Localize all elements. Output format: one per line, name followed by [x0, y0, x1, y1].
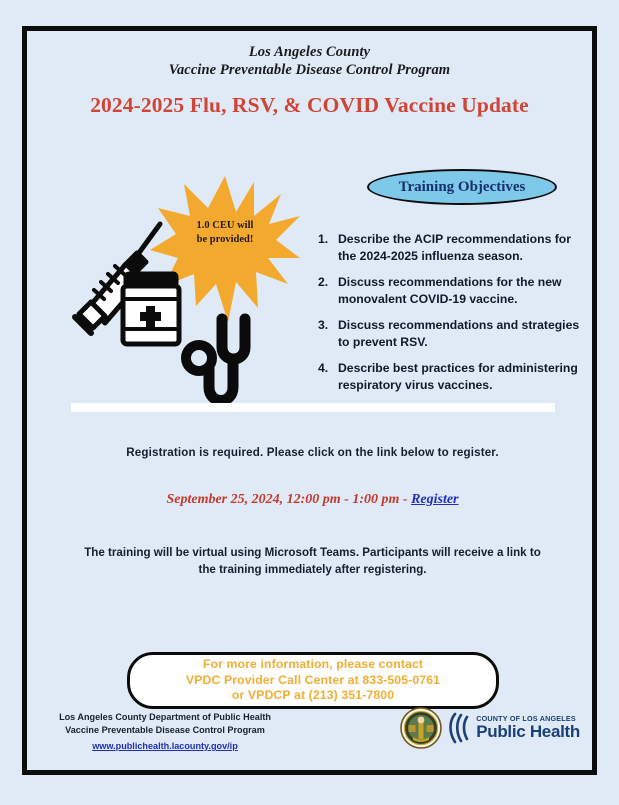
stethoscope-icon [175, 311, 285, 416]
page-title: 2024-2025 Flu, RSV, & COVID Vaccine Update [90, 93, 529, 117]
public-health-wave-icon [449, 711, 473, 745]
org-line-program: Vaccine Preventable Disease Control Program [168, 62, 451, 78]
objective-text: Discuss recommendations for the new monovalent COVID-19 vaccine. [338, 275, 562, 306]
footer-text [45, 711, 285, 754]
objective-number: 3. [318, 318, 329, 332]
list-item [318, 274, 590, 307]
objectives-list [318, 231, 590, 403]
objective-text: Describe the ACIP recommendations for the 2024-2025 influenza season. [338, 232, 571, 263]
public-health-title: Public Health [476, 721, 580, 741]
footer-url-link[interactable]: www.publichealth.lacounty.gov/ip [92, 741, 238, 751]
contact-box [127, 652, 499, 709]
training-objectives-label: Training Objectives [398, 178, 526, 195]
register-link[interactable]: Register [411, 492, 459, 507]
list-item [318, 231, 590, 264]
footer-line-department: Los Angeles County Department of Public Health [59, 712, 271, 722]
platform-note: The training will be virtual using Microsoft Teams. Participants will receive a link to the training immediately after registering. [84, 546, 541, 576]
list-item [318, 317, 590, 350]
registration-note: Registration is required. Please click on the link below to register. [126, 446, 499, 459]
objective-text: Describe best practices for administering respiratory virus vaccines. [338, 361, 578, 392]
registration-block [47, 446, 578, 578]
contact-line-3: or VPDCP at (213) 351-7800 [231, 688, 395, 703]
session-datetime: September 25, 2024, 12:00 pm - 1:00 pm - [166, 492, 412, 507]
la-county-seal-icon [400, 707, 442, 749]
chest-piece-icon [186, 345, 212, 371]
public-health-subtitle: COUNTY OF LOS ANGELES [476, 714, 576, 724]
footer-area [27, 705, 592, 761]
public-health-logo [449, 711, 580, 745]
footer-line-program: Vaccine Preventable Disease Control Program [65, 724, 265, 735]
session-datetime-line [47, 492, 578, 508]
contact-line-1: For more information, please contact [202, 657, 424, 672]
public-health-wordmark [476, 715, 580, 740]
contact-line-2: VPDC Provider Call Center at 833-505-0761 [185, 672, 441, 687]
objective-number: 2. [318, 275, 329, 289]
illustration-area [55, 171, 307, 421]
training-objectives-badge [367, 169, 557, 205]
footer-logos [400, 707, 580, 749]
objective-number: 4. [318, 361, 329, 375]
list-item [318, 360, 590, 393]
objective-text: Discuss recommendations and strategies to prevent RSV. [338, 318, 580, 349]
poster-frame [22, 26, 597, 775]
section-divider [71, 403, 555, 412]
objective-number: 1. [318, 232, 329, 246]
header-block [27, 43, 592, 118]
ceu-line-1: 1.0 CEU will [196, 220, 254, 231]
ceu-line-2: be provided! [196, 234, 254, 245]
org-line-county: Los Angeles County [248, 44, 371, 60]
